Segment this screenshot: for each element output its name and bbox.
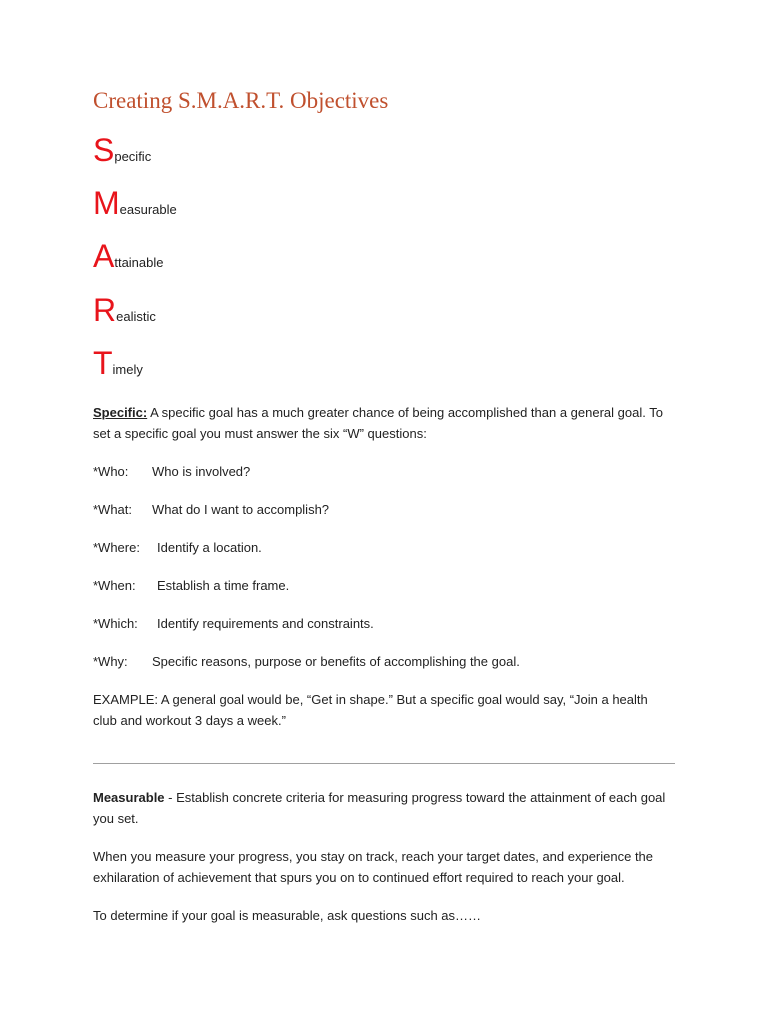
- w-question-key: *What:: [93, 502, 133, 517]
- w-question-text: Identify requirements and constraints.: [157, 616, 374, 631]
- acronym-word-rest: pecific: [114, 149, 152, 164]
- acronym-word-rest: easurable: [119, 202, 177, 217]
- measurable-heading: Measurable: [93, 790, 165, 805]
- specific-intro-text: A specific goal has a much greater chance of being accomplished than a general goal. To set a specific goal you must answer the six “W” questions:: [93, 405, 663, 441]
- acronym-letter: T: [93, 345, 113, 381]
- acronym-item-attainable: [93, 238, 164, 278]
- w-question-key: *Why:: [93, 654, 128, 669]
- page-title: Creating S.M.A.R.T. Objectives: [93, 88, 389, 113]
- measurable-intro-text: - Establish concrete criteria for measuring progress toward the attainment of each goal you set.: [93, 790, 666, 826]
- w-question-which: [93, 613, 374, 634]
- w-question-who: [93, 461, 250, 482]
- w-question-key: *When:: [93, 578, 136, 593]
- w-question-when: [93, 575, 289, 596]
- acronym-letter: R: [93, 292, 117, 328]
- section-divider: [93, 763, 675, 764]
- w-question-what: [93, 499, 329, 520]
- w-question-why: [93, 651, 520, 672]
- measurable-paragraph-questions: To determine if your goal is measurable, ask questions such as……: [93, 908, 482, 923]
- specific-example-paragraph: EXAMPLE: A general goal would be, “Get in shape.” But a specific goal would say, “Join a health club and workout 3 days a week.”: [93, 692, 648, 728]
- measurable-paragraph-progress: When you measure your progress, you stay on track, reach your target dates, and experience the exhilaration of achievement that spurs you on to continued effort required to reach your goal.: [93, 849, 654, 885]
- w-question-where: [93, 537, 262, 558]
- acronym-letter: S: [93, 132, 115, 168]
- acronym-item-timely: [93, 345, 143, 385]
- acronym-word-rest: ttainable: [114, 255, 164, 270]
- w-question-text: Who is involved?: [152, 464, 251, 479]
- w-question-text: Specific reasons, purpose or benefits of accomplishing the goal.: [152, 654, 520, 669]
- acronym-letter: A: [93, 238, 115, 274]
- acronym-word-rest: imely: [112, 362, 143, 377]
- acronym-item-measurable: [93, 185, 177, 225]
- acronym-letter: M: [93, 185, 120, 221]
- w-question-text: Establish a time frame.: [157, 578, 290, 593]
- w-question-key: *Who:: [93, 464, 129, 479]
- w-question-key: *Which:: [93, 616, 138, 631]
- specific-intro-paragraph: [93, 402, 675, 444]
- measurable-intro-paragraph: [93, 787, 675, 829]
- w-question-key: *Where:: [93, 540, 140, 555]
- w-question-text: What do I want to accomplish?: [152, 502, 330, 517]
- specific-heading: Specific:: [93, 405, 148, 420]
- w-question-text: Identify a location.: [157, 540, 262, 555]
- acronym-word-rest: ealistic: [116, 309, 156, 324]
- acronym-item-realistic: [93, 292, 156, 332]
- acronym-item-specific: [93, 132, 151, 172]
